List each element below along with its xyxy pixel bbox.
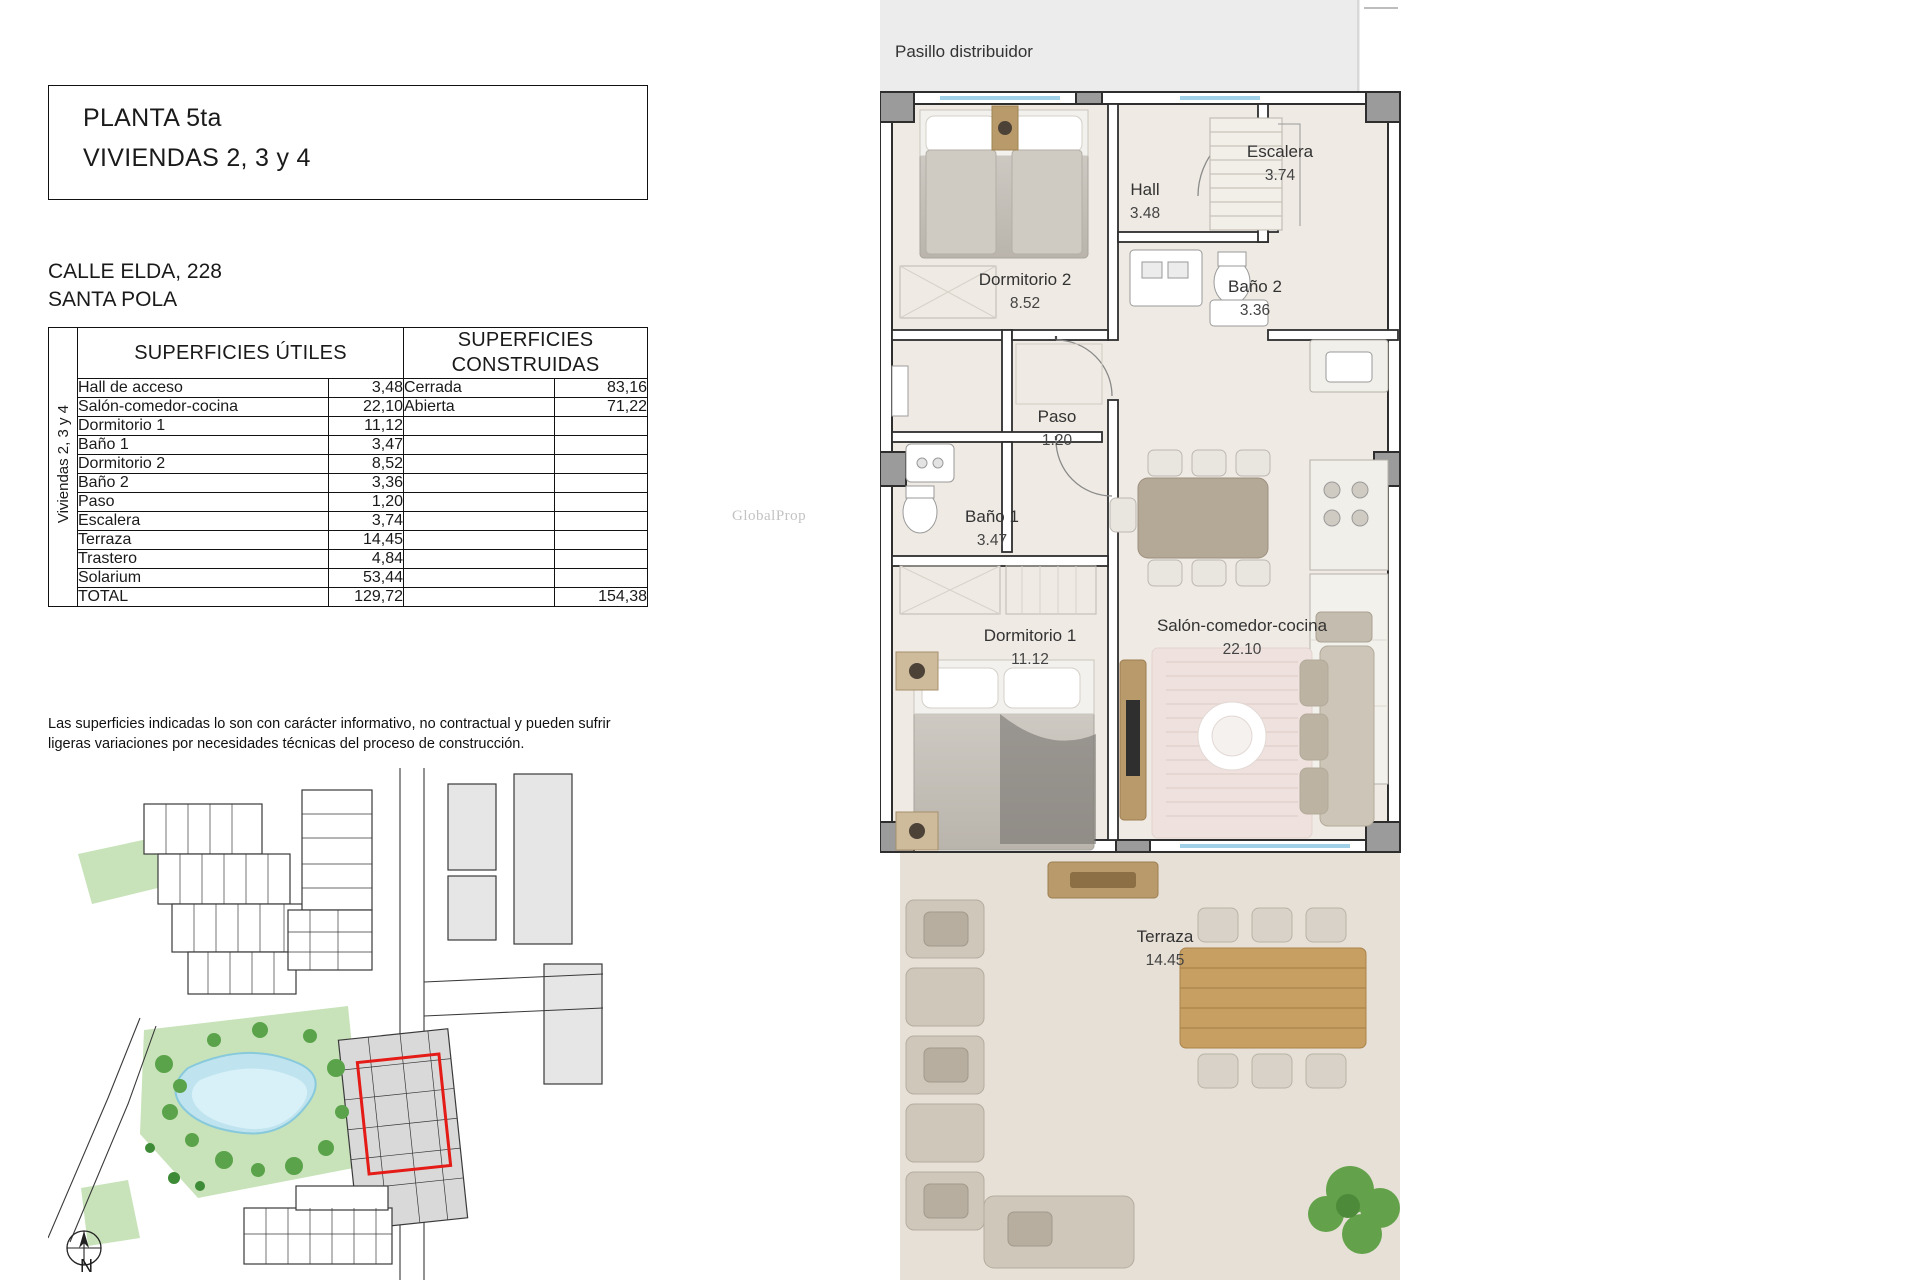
header-surfaces-utiles: SUPERFICIES ÚTILES: [78, 328, 404, 379]
row-label: Solarium: [78, 569, 329, 588]
info-panel: [0, 0, 700, 1280]
header-surfaces-construidas: SUPERFICIES CONSTRUIDAS: [404, 328, 648, 379]
table-row: [49, 455, 648, 474]
room-area: 11.12: [1011, 651, 1049, 668]
row-value: 22,10: [329, 398, 404, 417]
compass: [62, 1228, 122, 1280]
room-name: Hall: [1130, 180, 1160, 199]
row-value: 3,74: [329, 512, 404, 531]
table-row: [49, 550, 648, 569]
room-area: 8.52: [1009, 295, 1041, 312]
row-label: Baño 2: [78, 474, 329, 493]
row-value: 14,45: [329, 531, 404, 550]
total-label: TOTAL: [78, 588, 329, 607]
room-name: Salón-comedor-cocina: [1156, 616, 1328, 635]
row-value: 8,52: [329, 455, 404, 474]
table-header-row: [49, 328, 648, 379]
room-area: 14.45: [1145, 952, 1185, 969]
row-label: Salón-comedor-cocina: [78, 398, 329, 417]
row-label: Dormitorio 2: [78, 455, 329, 474]
room-name: Terraza: [1136, 927, 1194, 946]
row-built-value: [555, 531, 648, 550]
floor-plan: [732, 0, 1520, 1280]
row-built-label: [404, 417, 555, 436]
row-built-value: 71,22: [555, 398, 648, 417]
row-built-label: [404, 531, 555, 550]
row-built-value: [555, 436, 648, 455]
row-built-label: Cerrada: [404, 379, 555, 398]
table-row: [49, 493, 648, 512]
row-value: 3,48: [329, 379, 404, 398]
row-built-label: [404, 550, 555, 569]
row-label: Trastero: [78, 550, 329, 569]
address-street: CALLE ELDA, 228: [48, 260, 222, 283]
watermark: GlobalProp: [732, 508, 807, 524]
row-built-value: [555, 512, 648, 531]
row-built-label: [404, 512, 555, 531]
row-built-label: [404, 436, 555, 455]
row-label: Baño 1: [78, 436, 329, 455]
address-city: SANTA POLA: [48, 288, 178, 311]
row-built-value: [555, 569, 648, 588]
title-box: [48, 85, 648, 200]
row-built-value: [555, 550, 648, 569]
row-built-label: [404, 493, 555, 512]
row-label: Hall de acceso: [78, 379, 329, 398]
row-built-label: [404, 455, 555, 474]
row-value: 3,36: [329, 474, 404, 493]
surfaces-table: [48, 327, 648, 607]
room-area: 3.48: [1129, 205, 1161, 222]
table-side-label: Viviendas 2, 3 y 4: [49, 328, 78, 607]
row-value: 4,84: [329, 550, 404, 569]
table-row: [49, 398, 648, 417]
row-label: Dormitorio 1: [78, 417, 329, 436]
row-value: 1,20: [329, 493, 404, 512]
row-built-value: [555, 455, 648, 474]
compass-north-label: N: [80, 1256, 93, 1276]
site-location-map: [48, 768, 603, 1280]
row-built-value: [555, 493, 648, 512]
room-name: Paso: [1037, 407, 1077, 426]
room-name: Dormitorio 2: [978, 270, 1072, 289]
row-label: Paso: [78, 493, 329, 512]
room-area: 1.20: [1041, 432, 1073, 449]
table-row: [49, 474, 648, 493]
row-built-label: [404, 474, 555, 493]
disclaimer-text: Las superficies indicadas lo son con carácter informativo, no contractual y pueden sufrir ligeras variaciones por necesidades técnicas del proceso de construcción.: [48, 716, 611, 752]
total-built-value: 154,38: [555, 588, 648, 607]
room-area: 22.10: [1222, 641, 1262, 658]
table-row: [49, 379, 648, 398]
room-name: Dormitorio 1: [983, 626, 1077, 645]
room-name: Baño 1: [965, 507, 1019, 526]
row-built-label: [404, 569, 555, 588]
row-label: Escalera: [78, 512, 329, 531]
row-built-value: 83,16: [555, 379, 648, 398]
row-built-value: [555, 417, 648, 436]
table-row: [49, 512, 648, 531]
room-area: 3.36: [1239, 302, 1271, 319]
address-block: [48, 258, 222, 314]
table-row: [49, 436, 648, 455]
table-row: [49, 569, 648, 588]
row-value: 3,47: [329, 436, 404, 455]
table-total-row: [49, 588, 648, 607]
table-row: [49, 531, 648, 550]
room-area: 3.74: [1264, 167, 1296, 184]
row-built-label: Abierta: [404, 398, 555, 417]
room-area: 3.47: [976, 532, 1008, 549]
corridor-label: Pasillo distribuidor: [895, 42, 1033, 61]
room-name: Baño 2: [1228, 277, 1282, 296]
plan-floor-title: PLANTA 5ta: [83, 104, 222, 132]
furniture-dormitorio1: [896, 652, 1096, 850]
total-built-label: [404, 588, 555, 607]
row-value: 53,44: [329, 569, 404, 588]
row-label: Terraza: [78, 531, 329, 550]
floor-plan-drawing: [880, 0, 1520, 1280]
table-row: [49, 417, 648, 436]
total-value: 129,72: [329, 588, 404, 607]
row-built-value: [555, 474, 648, 493]
room-name: Escalera: [1246, 142, 1314, 161]
plan-units-title: VIVIENDAS 2, 3 y 4: [83, 144, 311, 172]
row-value: 11,12: [329, 417, 404, 436]
